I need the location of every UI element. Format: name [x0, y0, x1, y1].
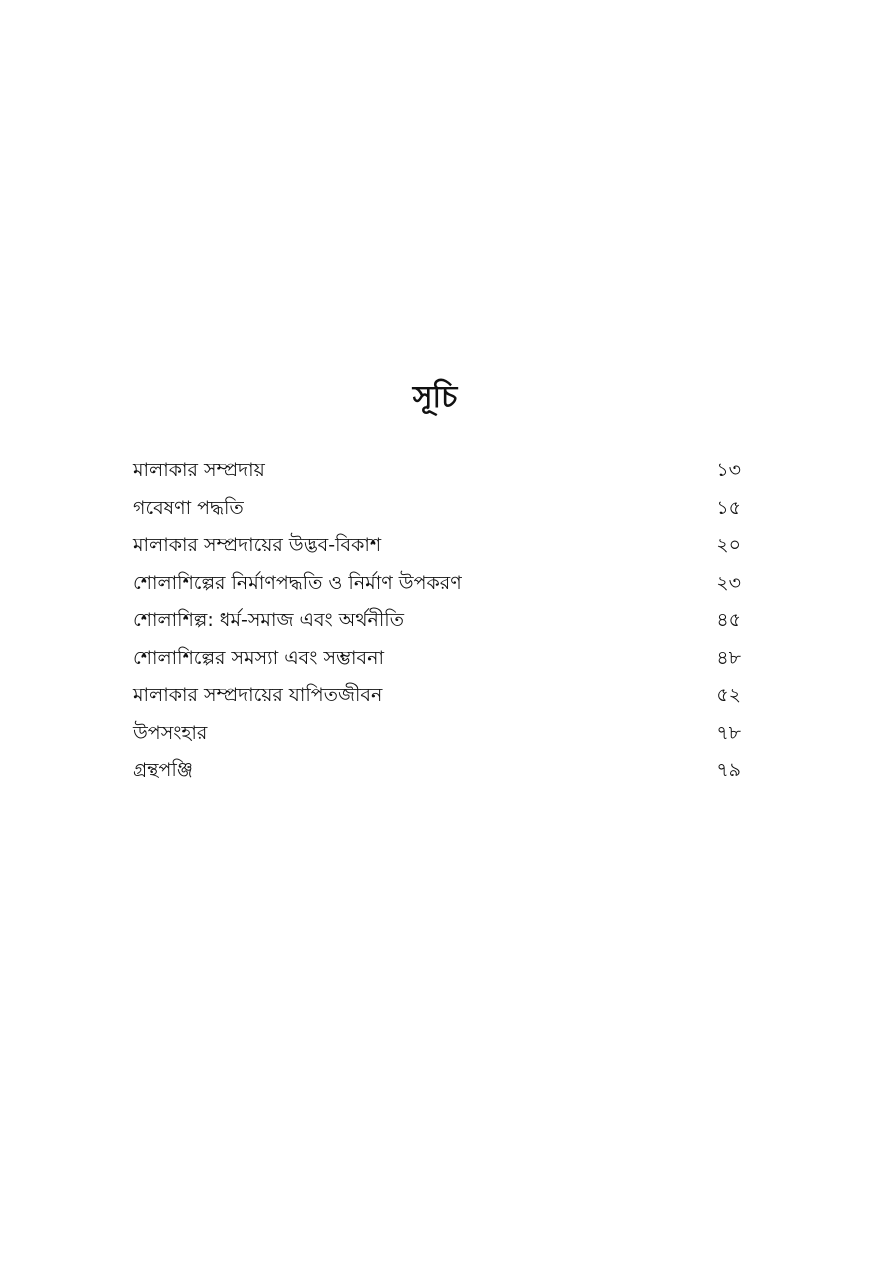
list-item — [133, 715, 741, 753]
list-item — [133, 490, 741, 528]
toc-entry-label: শোলাশিল্পের নির্মাণপদ্ধতি ও নির্মাণ উপকরণ — [133, 571, 462, 594]
toc-entry-label: গ্রন্থপঞ্জি — [133, 759, 194, 781]
toc-entry-label: মালাকার সম্প্রদায়ের উদ্ভব-বিকাশ — [133, 534, 382, 556]
toc-page-number: ৫২ — [716, 684, 741, 706]
toc-entry-label: শোলাশিল্প: ধর্ম-সমাজ এবং অর্থনীতি — [133, 609, 404, 631]
toc-page-number: ১৩ — [716, 459, 741, 481]
toc-page-number: ২৩ — [716, 571, 741, 594]
list-item — [133, 752, 741, 790]
toc-entry-label: মালাকার সম্প্রদায়ের যাপিতজীবন — [133, 684, 383, 706]
toc-entry-label: শোলাশিল্পের সমস্যা এবং সম্ভাবনা — [133, 646, 384, 669]
list-item — [133, 677, 741, 715]
toc-page-number: ৭৯ — [716, 759, 741, 781]
list-item — [133, 640, 741, 678]
toc-page-number: ৪৫ — [716, 609, 741, 631]
toc-entry-label: উপসংহার — [133, 721, 208, 744]
toc-entry-label: গবেষণা পদ্ধতি — [133, 496, 244, 519]
toc-entry-label: মালাকার সম্প্রদায় — [133, 459, 265, 481]
toc-page-number: ৭৮ — [716, 721, 741, 744]
list-item — [133, 602, 741, 640]
list-item — [133, 452, 741, 490]
page-title: সূচি — [412, 380, 458, 415]
list-item — [133, 565, 741, 603]
toc-page-number: ২০ — [716, 534, 741, 556]
toc-page-number: ১৫ — [716, 496, 741, 519]
toc-page-number: ৪৮ — [716, 646, 741, 669]
list-item — [133, 527, 741, 565]
table-of-contents — [133, 452, 741, 790]
